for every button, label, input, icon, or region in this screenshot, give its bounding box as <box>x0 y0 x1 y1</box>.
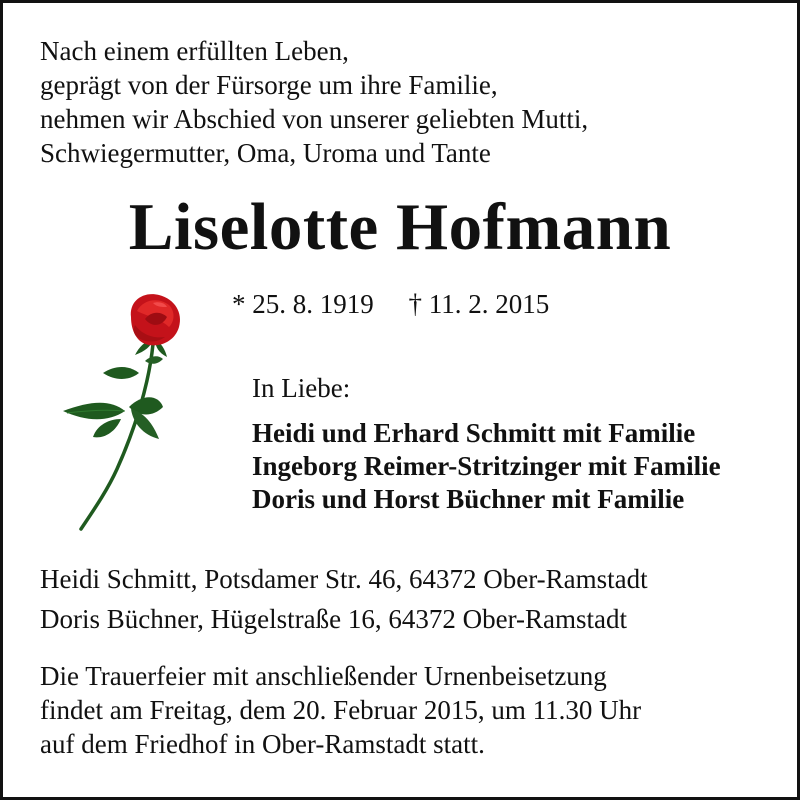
mourners-label: In Liebe: <box>252 373 351 403</box>
funeral-service-info <box>40 659 641 761</box>
mourner-family: Doris und Horst Büchner mit Familie <box>252 484 685 514</box>
address-line: Heidi Schmitt, Potsdamer Str. 46, 64372 Ober-Ramstadt <box>40 564 648 594</box>
service-line: findet am Freitag, dem 20. Februar 2015, um 11.30 Uhr <box>40 695 642 725</box>
rose-icon <box>55 289 195 534</box>
intro-text <box>40 34 760 170</box>
intro-line: geprägt von der Fürsorge um ihre Familie, <box>40 70 498 100</box>
deceased-name: Liselotte Hofmann <box>128 190 672 264</box>
mourner-family: Heidi und Erhard Schmitt mit Familie <box>252 418 696 448</box>
life-dates <box>232 287 549 321</box>
death-date: † 11. 2. 2015 <box>408 289 550 319</box>
contact-addresses <box>40 559 648 639</box>
mourners-list <box>252 417 721 516</box>
service-line: Die Trauerfeier mit anschließender Urnenbeisetzung <box>40 661 607 691</box>
birth-date: * 25. 8. 1919 <box>232 289 374 319</box>
intro-line: nehmen wir Abschied von unserer geliebten Mutti, <box>40 104 589 134</box>
mourner-family: Ingeborg Reimer-Stritzinger mit Familie <box>252 451 721 481</box>
intro-line: Nach einem erfüllten Leben, <box>40 36 349 66</box>
intro-line: Schwiegermutter, Oma, Uroma und Tante <box>40 138 491 168</box>
address-line: Doris Büchner, Hügelstraße 16, 64372 Ober-Ramstadt <box>40 604 627 634</box>
service-line: auf dem Friedhof in Ober-Ramstadt statt. <box>40 729 485 759</box>
